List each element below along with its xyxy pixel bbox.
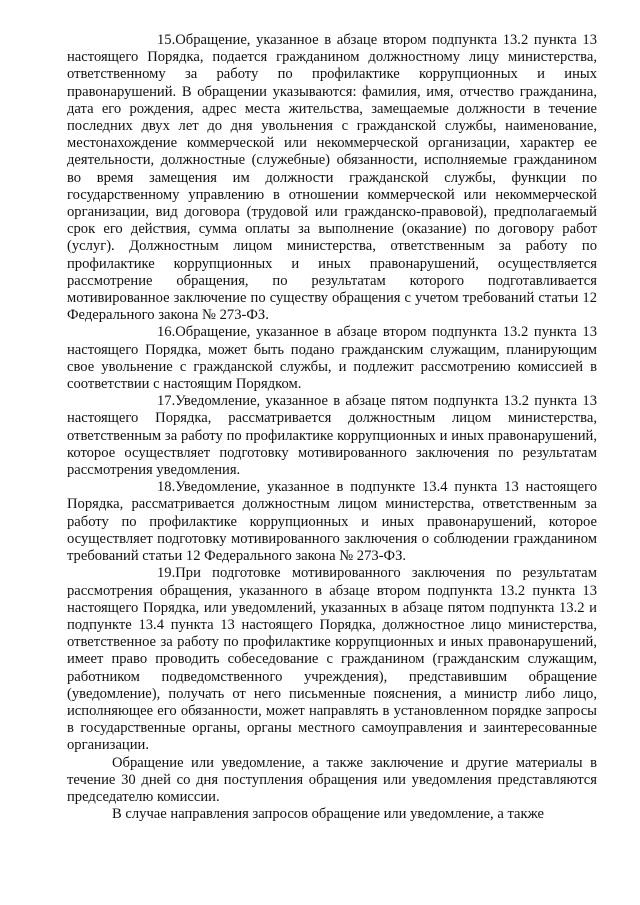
paragraph-text: Уведомление, указанное в абзаце пятом подпункта 13.2 пункта 13 настоящего Порядка, рассматривается должностным лицом министерства, ответственным за работу по профилактике коррупционных и иных правонарушений, которое осуществляет подготовку мотивированного заключения по результатам рассмотрения уведомления. (67, 393, 597, 479)
paragraph-16 (67, 324, 597, 393)
paragraph-number: 16. (157, 324, 176, 341)
paragraph-text: Обращение, указанное в абзаце втором подпункта 13.2 пункта 13 настоящего Порядка, может быть подано гражданским служащим, планирующим свое увольнение с гражданской службы, и подлежит рассмотрению комиссией в соответствии с настоящим Порядком. (67, 324, 597, 393)
paragraph-text: При подготовке мотивированного заключения по результатам рассмотрения обращения, указанного в абзаце втором подпункта 13.2 пункта 13 настоящего Порядка, или уведомлений, указанных в абзаце пятом подпункта 13.2 и подпункте 13.4 пункта 13 настоящего Порядка, должностное лицо министерства, ответственное за работу по профилактике коррупционных и иных правонарушений, имеет право проводить собеседование с гражданином (гражданским служащим, работником подведомственного учреждения), представившим обращение (уведомление), получать от него письменные пояснения, а министр либо лицо, исполняющее его обязанности, может направлять в установленном порядке запросы в государственные органы, органы местного самоуправления и заинтересованные организации. (67, 565, 597, 754)
paragraph-18 (67, 479, 597, 565)
paragraph-19 (67, 565, 597, 754)
paragraph-materials (67, 755, 597, 807)
paragraph-number: 15. (157, 32, 176, 48)
paragraph-number: 19. (157, 565, 176, 582)
paragraph-number: 17. (157, 393, 176, 410)
paragraph-text: Обращение или уведомление, а также заключение и другие материалы в течение 30 дней со дня поступления обращения или уведомления представляются председателю комиссии. (67, 754, 597, 805)
paragraph-requests (67, 806, 597, 823)
paragraph-text: В случае направления запросов обращение или уведомление, а также (112, 806, 544, 823)
paragraph-text: Обращение, указанное в абзаце втором подпункта 13.2 пункта 13 настоящего Порядка, подается гражданином должностному лицу министерства, ответственному за работу по профилактике коррупционных и иных правонарушений. В обращении указываются: фамилия, имя, отчество гражданина, дата его рождения, адрес места жительства, замещаемые должности в течение последних двух лет до дня увольнения с гражданской службы, наименование, местонахождение коммерческой или некоммерческой организации, характер ее деятельности, должностные (служебные) обязанности, исполняемые гражданином во время замещения им должности гражданской службы, функции по государственному управлению в отношении коммерческой или некоммерческой организации, вид договора (трудовой или гражданско-правовой), предполагаемый срок его действия, сумма оплаты за выполнение (оказание) по договору работ (услуг). Должностным лицом министерства, ответственным за работу по профилактике коррупционных и иных правонарушений, осуществляется рассмотрение обращения, по результатам которого подготавливается мотивированное заключение по существу обращения с учетом требований статьи 12 Федерального закона № 273-ФЗ. (67, 32, 597, 324)
paragraph-text: Уведомление, указанное в подпункте 13.4 пункта 13 настоящего Порядка, рассматривается должностным лицом министерства, ответственным за работу по профилактике коррупционных и иных правонарушений, которое осуществляет подготовку мотивированного заключения о соблюдении гражданином требований статьи 12 Федерального закона № 273-ФЗ. (67, 479, 597, 565)
paragraph-15 (67, 32, 597, 324)
document-page (67, 32, 597, 823)
paragraph-number: 18. (157, 479, 176, 496)
paragraph-17 (67, 393, 597, 479)
